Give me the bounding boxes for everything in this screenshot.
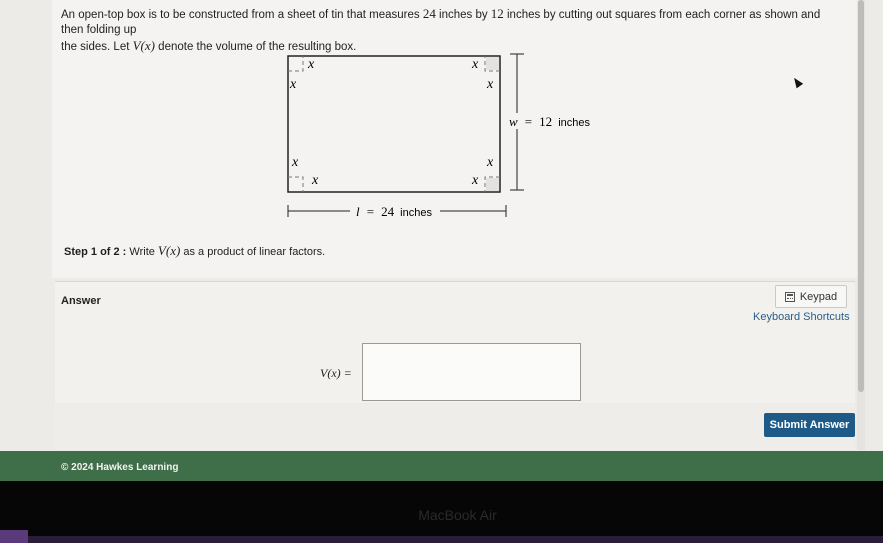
label-x-bl-side: x [292, 155, 299, 170]
label-x-tl-top: x [308, 57, 315, 72]
label-x-tl-side: x [290, 77, 297, 92]
problem-text-3: inches by cutting out squares from each corner as shown and then folding up [61, 9, 821, 36]
problem-length: 24 [422, 6, 436, 21]
problem-text-1: An open-top box is to be constructed from a sheet of tin that measures [61, 9, 423, 21]
problem-text-4: the sides. Let [61, 41, 133, 53]
scrollbar-thumb[interactable] [858, 0, 864, 392]
label-x-bl-bottom: x [312, 173, 319, 188]
bezel-brand-text: MacBook Air [418, 507, 497, 523]
length-label: l = 24 inches [356, 204, 432, 219]
problem-statement [61, 6, 841, 55]
copyright-text: © 2024 Hawkes Learning [61, 462, 179, 473]
box-diagram [280, 50, 600, 225]
corner-square-tl [288, 56, 303, 71]
corner-fill-tr [486, 57, 499, 70]
width-label: w = 12 inches [509, 114, 590, 129]
step-prefix: Step 1 of 2 : [64, 246, 127, 258]
label-x-br-side: x [487, 155, 494, 170]
problem-width: 12 [490, 6, 504, 21]
problem-text-5: denote the volume of the resulting box. [154, 41, 357, 53]
submit-answer-button[interactable]: Submit Answer [764, 413, 855, 437]
label-x-tr-top: x [472, 57, 479, 72]
step-function: V(x) [157, 243, 181, 258]
keypad-icon [785, 292, 795, 302]
answer-function-label: V(x) = [320, 366, 352, 380]
answer-label: Answer [61, 295, 101, 307]
step-instruction [64, 243, 325, 259]
problem-function: V(x) [132, 38, 155, 53]
keyboard-shortcuts-link[interactable]: Keyboard Shortcuts [753, 311, 850, 323]
problem-text-2: inches by [435, 9, 491, 21]
bezel-strip [0, 536, 883, 543]
corner-fill-br [486, 178, 499, 191]
bezel-strip-accent [0, 530, 28, 543]
label-x-tr-side: x [487, 77, 494, 92]
submit-bar [55, 404, 855, 450]
label-x-br-bottom: x [472, 173, 479, 188]
keypad-button[interactable] [775, 285, 847, 308]
sheet-rect [288, 56, 500, 192]
step-text-b: as a product of linear factors. [180, 246, 326, 258]
step-text-a: Write [126, 246, 158, 258]
corner-square-bl [288, 177, 303, 192]
answer-input[interactable] [362, 343, 581, 401]
keypad-label: Keypad [799, 290, 838, 303]
